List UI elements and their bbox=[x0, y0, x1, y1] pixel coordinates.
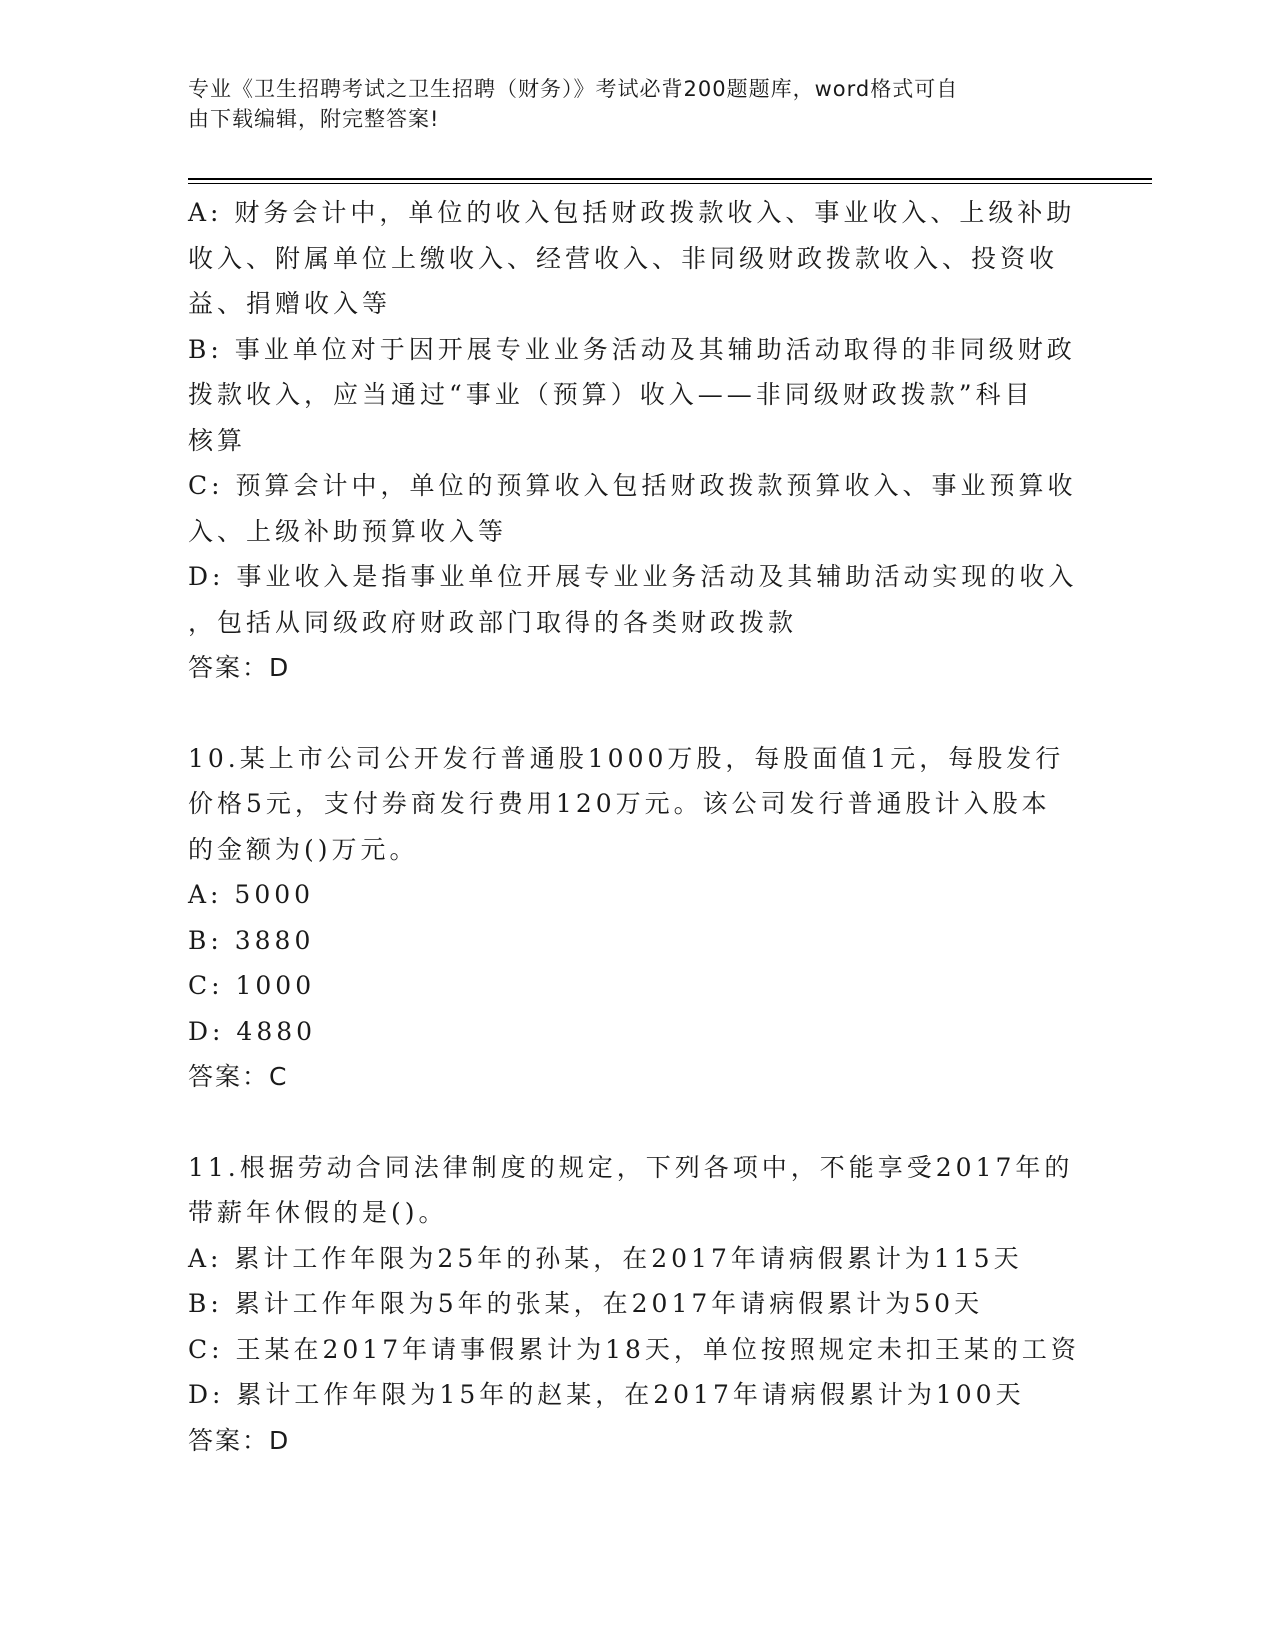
option-b: B: 累计工作年限为5年的张某，在2017年请病假累计为50天 bbox=[188, 1289, 984, 1318]
header-line: 由下载编辑，附完整答案! bbox=[188, 107, 440, 131]
text-line: 10.某上市公司公开发行普通股1000万股，每股面值1元，每股发行 bbox=[188, 743, 1065, 773]
text-line: 益、捐赠收入等 bbox=[188, 289, 392, 318]
text-line: C: 预算会计中，单位的预算收入包括财政拨款预算收入、事业预算收 bbox=[188, 471, 1077, 500]
question-content bbox=[188, 190, 1088, 1463]
option-a: A: 5000 bbox=[188, 880, 315, 909]
option-d: D: 累计工作年限为15年的赵某，在2017年请病假累计为100天 bbox=[188, 1380, 1025, 1409]
option-b bbox=[188, 327, 1088, 464]
option-c: C: 王某在2017年请事假累计为18天，单位按照规定未扣王某的工资 bbox=[188, 1334, 1080, 1364]
question-10 bbox=[188, 736, 1088, 1100]
option-d: D: 4880 bbox=[188, 1016, 317, 1046]
text-line: 拨款收入，应当通过“事业（预算）收入——非同级财政拨款”科目 bbox=[188, 380, 1034, 409]
text-line: 的金额为()万元。 bbox=[188, 834, 419, 864]
option-c bbox=[188, 463, 1088, 554]
option-a bbox=[188, 190, 1088, 327]
answer: 答案：C bbox=[188, 1062, 289, 1091]
header-rule-thin bbox=[188, 183, 1152, 184]
spacer bbox=[188, 1100, 1088, 1145]
text-line: 收入、附属单位上缴收入、经营收入、非同级财政拨款收入、投资收 bbox=[188, 243, 1059, 273]
option-a: A: 累计工作年限为25年的孙某，在2017年请病假累计为115天 bbox=[188, 1243, 1023, 1273]
option-c: C: 1000 bbox=[188, 971, 316, 1000]
question-stem bbox=[188, 1145, 1088, 1236]
answer: 答案：D bbox=[188, 653, 291, 682]
question-stem bbox=[188, 736, 1088, 873]
text-line: 11.根据劳动合同法律制度的规定，下列各项中，不能享受2017年的 bbox=[188, 1152, 1074, 1182]
option-d bbox=[188, 554, 1088, 645]
question-11 bbox=[188, 1145, 1088, 1464]
option-b: B: 3880 bbox=[188, 925, 315, 955]
answer: 答案：D bbox=[188, 1425, 291, 1455]
header-rule-thick bbox=[188, 178, 1152, 180]
spacer bbox=[188, 691, 1088, 736]
text-line: 价格5元，支付券商发行费用120万元。该公司发行普通股计入股本 bbox=[188, 789, 1051, 818]
text-line: 核算 bbox=[188, 425, 247, 455]
text-line: ，包括从同级政府财政部门取得的各类财政拨款 bbox=[188, 607, 798, 637]
question-9 bbox=[188, 190, 1088, 691]
document-header bbox=[188, 74, 1068, 134]
text-line: 入、上级补助预算收入等 bbox=[188, 516, 508, 546]
header-line: 专业《卫生招聘考试之卫生招聘（财务）》考试必背200题题库，word格式可自 bbox=[188, 77, 959, 101]
text-line: B: 事业单位对于因开展专业业务活动及其辅助活动取得的非同级财政 bbox=[188, 334, 1076, 364]
text-line: A: 财务会计中，单位的收入包括财政拨款收入、事业收入、上级补助 bbox=[188, 198, 1076, 227]
text-line: D: 事业收入是指事业单位开展专业业务活动及其辅助活动实现的收入 bbox=[188, 562, 1078, 591]
text-line: 带薪年休假的是()。 bbox=[188, 1198, 448, 1227]
